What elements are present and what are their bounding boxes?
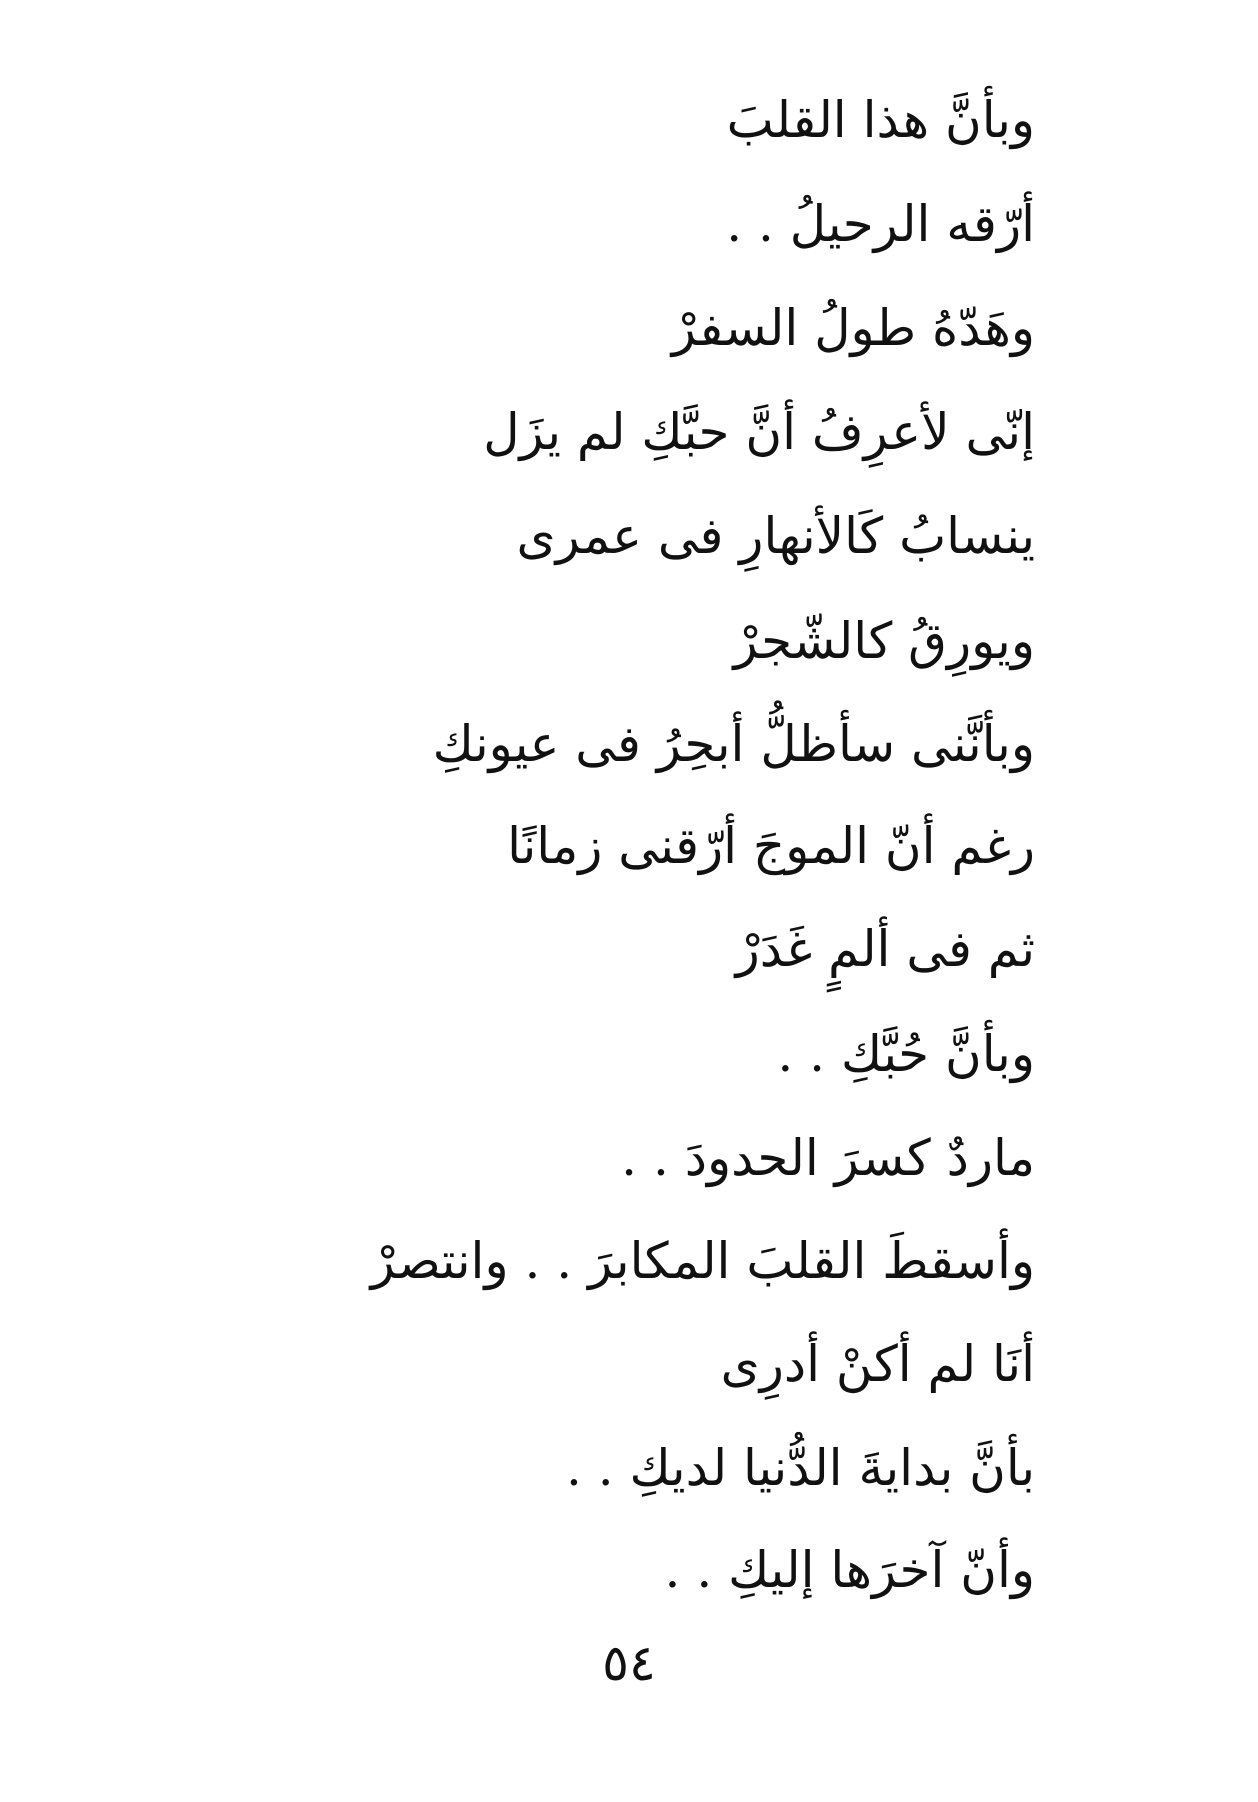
poem-line-12: وأسقطَ القلبَ المكابرَ . . وانتصرْ bbox=[370, 1232, 1035, 1290]
poem-line-9: ثم فى ألمٍ غَدَرْ bbox=[735, 920, 1035, 978]
poem-line-11: ماردٌ كسرَ الحدودَ . . bbox=[621, 1129, 1035, 1187]
poem-line-8: رغم أنّ الموجَ أرّقنى زمانًا bbox=[507, 817, 1035, 875]
poem-line-14: بأنَّ بدايةَ الدُّنيا لديكِ . . bbox=[565, 1439, 1035, 1497]
poem-line-13: أنَا لم أكنْ أدرِى bbox=[720, 1335, 1035, 1393]
poem-line-10: وبأنَّ حُبَّكِ . . bbox=[777, 1025, 1035, 1083]
poem-line-7: وبأنَّنى سأظلُّ أبحِرُ فى عيونكِ bbox=[432, 715, 1035, 773]
poem-line-2: أرّقه الرحيلُ . . bbox=[726, 195, 1035, 253]
poem-line-5: ينسابُ كَالأنهارِ فى عمرى bbox=[516, 507, 1035, 565]
poem-line-3: وهَدّهُ طولُ السفرْ bbox=[671, 299, 1035, 357]
poem-line-1: وبأنَّ هذا القلبَ bbox=[726, 91, 1035, 149]
poem-line-15: وأنّ آخرَها إليكِ . . bbox=[664, 1541, 1035, 1599]
poem-line-4: إنّى لأعرِفُ أنَّ حبَّكِ لم يزَل bbox=[483, 403, 1035, 461]
poem-line-6: ويورِقُ كالشّجرْ bbox=[733, 612, 1035, 670]
page-number: ٥٤ bbox=[602, 1634, 656, 1692]
